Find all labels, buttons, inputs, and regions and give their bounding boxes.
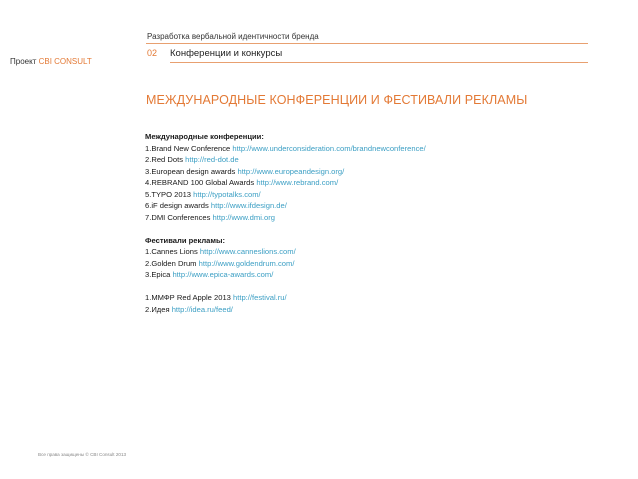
conferences-heading: Международные конференции: [145,132,264,141]
item-number: 7. [145,212,152,222]
item-name: REBRAND 100 Global Awards [151,178,257,187]
conferences-block [145,131,605,223]
item-number: 5. [145,189,152,199]
document-title: Разработка вербальной идентичности бренда [147,32,319,41]
list-item [145,189,605,201]
item-name: ММФР Red Apple 2013 [151,293,234,302]
item-link[interactable]: http://www.ifdesign.de/ [210,201,287,210]
item-number: 6. [145,201,152,210]
list-item [145,258,605,270]
item-link[interactable]: http://www.canneslions.com/ [199,247,296,256]
item-name: DMI Conferences [151,212,213,222]
title-divider [146,43,588,44]
item-name: European design awards [151,166,238,176]
item-link[interactable]: http://www.underconsideration.com/brandnewconference/ [232,143,426,153]
list-item [145,143,605,155]
item-link[interactable]: http://idea.ru/feed/ [171,304,233,314]
project-prefix: Проект [10,57,37,66]
project-name: CBI CONSULT [38,57,92,66]
item-name: Brand New Conference [151,143,233,153]
item-name: iF design awards [151,201,211,210]
project-label [10,57,92,66]
item-number: 4. [145,178,152,187]
item-link[interactable]: http://festival.ru/ [233,293,287,302]
item-number: 3. [145,166,152,176]
list-item [145,304,605,316]
content-body [145,131,605,327]
list-item [145,200,605,212]
item-number: 3. [145,270,152,279]
item-link[interactable]: http://www.rebrand.com/ [256,178,339,187]
item-number: 1. [145,293,152,302]
item-number: 1. [145,143,152,153]
item-name: Идея [151,304,172,314]
list-item [145,246,605,258]
item-link[interactable]: http://www.epica-awards.com/ [172,270,274,279]
item-link[interactable]: http://www.europeandesign.org/ [237,166,345,176]
section-divider [170,62,588,63]
russian-festivals-block [145,292,605,315]
item-number: 1. [145,247,152,256]
item-name: Red Dots [151,155,186,164]
item-number: 2. [145,155,152,164]
page-headline: МЕЖДУНАРОДНЫЕ КОНФЕРЕНЦИИ И ФЕСТИВАЛИ РЕКЛАМЫ [146,93,528,107]
list-item [145,292,605,304]
festivals-heading: Фестивали рекламы: [145,235,226,245]
list-item [145,212,605,224]
item-name: Epica [151,270,173,279]
footer-copyright: Все права защищены © CBI Consult 2013 [38,452,127,457]
festivals-block [145,235,605,281]
list-item [145,269,605,281]
item-name: Golden Drum [151,258,199,268]
item-number: 2. [145,258,152,268]
section-number: 02 [147,48,158,58]
item-name: TYPO 2013 [151,189,194,199]
list-item [145,166,605,178]
list-item [145,177,605,189]
item-link[interactable]: http://typotalks.com/ [193,189,261,199]
section-title: Конференции и конкурсы [170,48,283,59]
list-item [145,154,605,166]
item-link[interactable]: http://red-dot.de [185,155,239,164]
item-name: Cannes Lions [151,247,200,256]
item-link[interactable]: http://www.goldendrum.com/ [198,258,295,268]
item-link[interactable]: http://www.dmi.org [212,212,276,222]
item-number: 2. [145,304,152,314]
